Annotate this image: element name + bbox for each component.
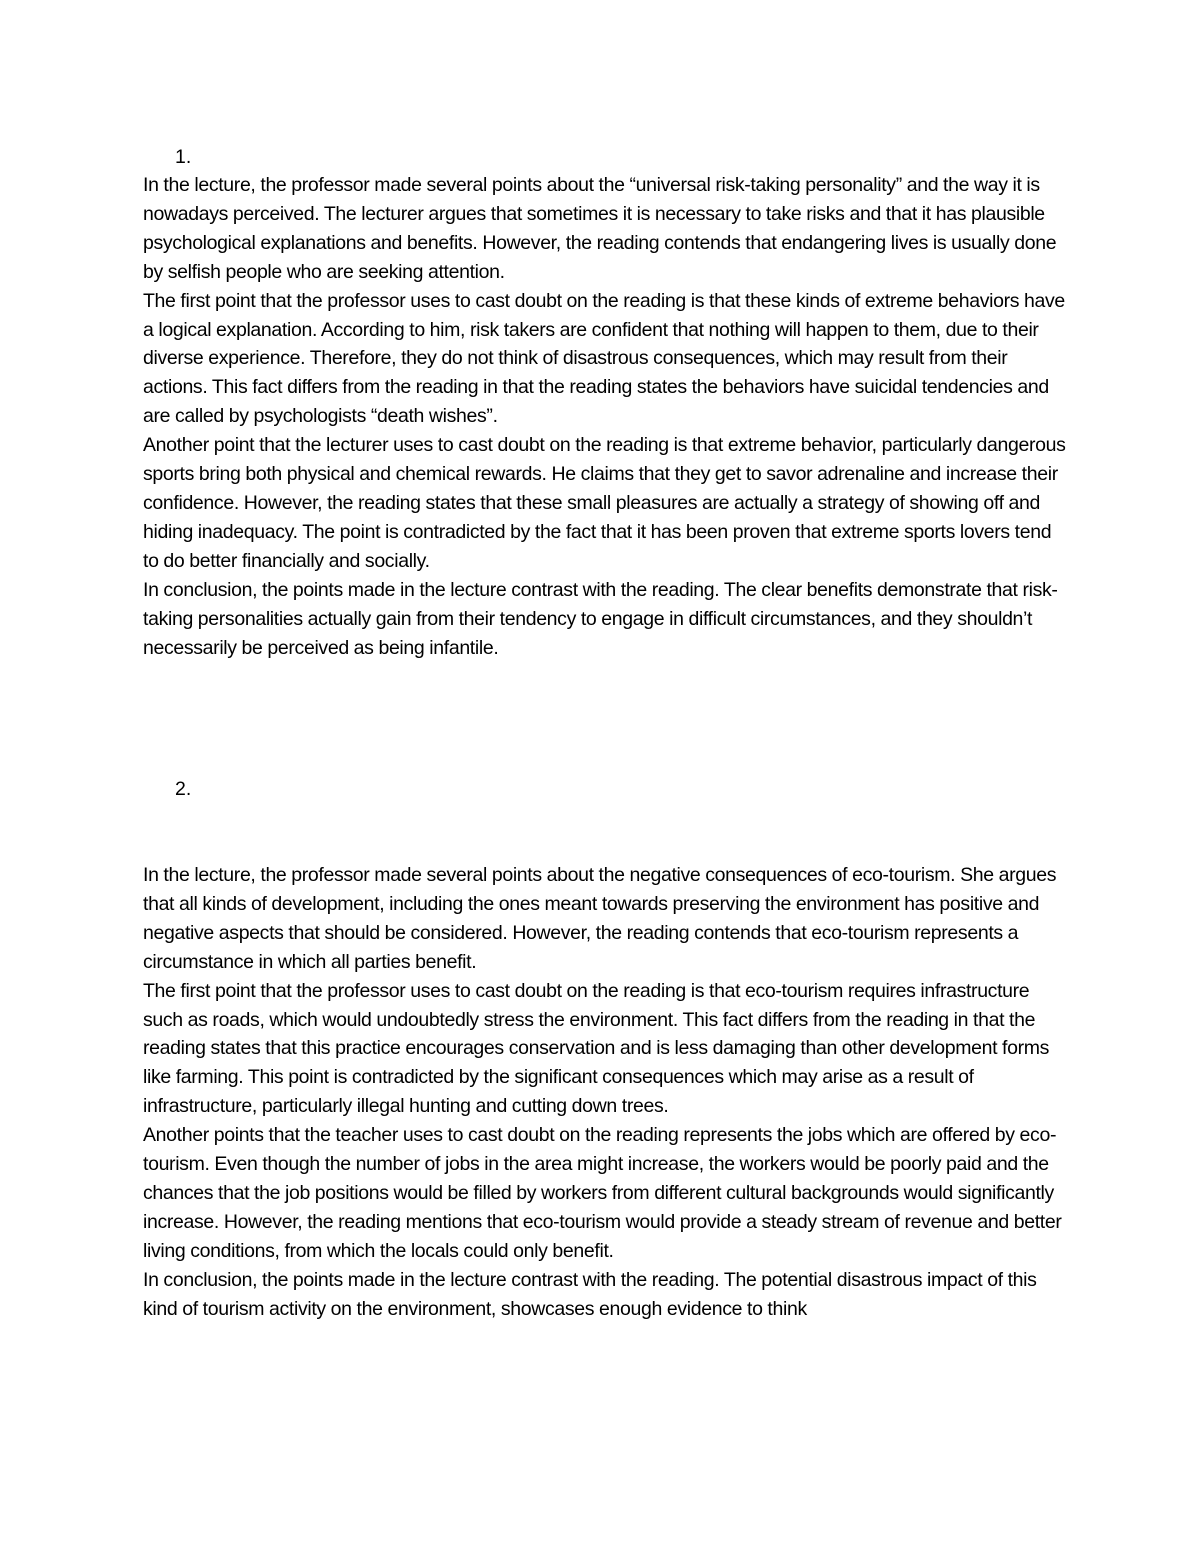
section-1-body — [143, 171, 1068, 662]
section-1-first-point-paragraph: The first point that the professor uses to cast doubt on the reading is that these kinds of extreme behaviors have a logical explanation. According to him, risk takers are confident that nothing will happen to them, due to their diverse experience. Therefore, they do not think of disastrous consequences, which may result from their actions. This fact differs from the reading in that the reading states the behaviors have suicidal tendencies and are called by psychologists “death wishes”. — [143, 289, 1065, 428]
section-2-body — [143, 861, 1068, 1324]
section-1-intro-paragraph: In the lecture, the professor made several points about the “universal risk-taking personality” and the way it is nowadays perceived. The lecturer argues that sometimes it is necessary to take risks and that it has plausible psychological explanations and benefits. However, the reading contends that endangering lives is usually done by selfish people who are seeking attention. — [143, 174, 1057, 283]
section-1-number: 1. — [175, 146, 192, 168]
section-2-second-point-paragraph: Another points that the teacher uses to cast doubt on the reading represents the jobs which are offered by eco-tourism. Even though the number of jobs in the area might increase, the workers would be poorly paid and the chances that the job positions would be filled by workers from different cultural backgrounds would significantly increase. However, the reading mentions that eco-tourism would provide a steady stream of revenue and better living conditions, from which the locals could only benefit. — [143, 1124, 1062, 1262]
section-2-conclusion-paragraph: In conclusion, the points made in the lecture contrast with the reading. The potential disastrous impact of this kind of tourism activity on the environment, showcases enough evidence to think — [143, 1268, 1037, 1320]
section-2-number: 2. — [175, 778, 192, 800]
section-2-intro-paragraph: In the lecture, the professor made several points about the negative consequences of eco-tourism. She argues that all kinds of development, including the ones meant towards preserving the environment has positive and negative aspects that should be considered. However, the reading contends that eco-tourism represents a circumstance in which all parties benefit. — [143, 864, 1057, 973]
section-1-conclusion-paragraph: In conclusion, the points made in the lecture contrast with the reading. The clear benefits demonstrate that risk-taking personalities actually gain from their tendency to engage in difficult circumstances, and they shouldn’t necessarily be perceived as being infantile. — [143, 578, 1058, 659]
section-1-second-point-paragraph: Another point that the lecturer uses to cast doubt on the reading is that extreme behavior, particularly dangerous sports bring both physical and chemical rewards. He claims that they get to savor adrenaline and increase their confidence. However, the reading states that these small pleasures are actually a strategy of showing off and hiding inadequacy. The point is contradicted by the fact that it has been proven that extreme sports lovers tend to do better financially and socially. — [143, 434, 1066, 572]
section-2-first-point-paragraph: The first point that the professor uses to cast doubt on the reading is that eco-tourism requires infrastructure such as roads, which would undoubtedly stress the environment. This fact differs from the reading in that the reading states that this practice encourages conservation and is less damaging than other development forms like farming. This point is contradicted by the significant consequences which may arise as a result of infrastructure, particularly illegal hunting and cutting down trees. — [143, 979, 1050, 1118]
